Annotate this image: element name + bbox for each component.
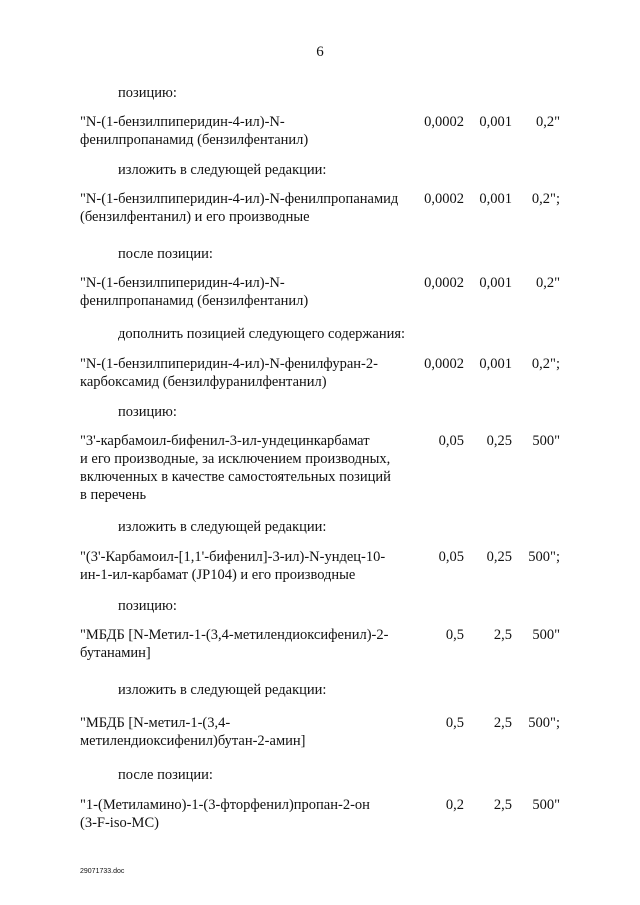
instruction-text: изложить в следующей редакции: [118, 682, 327, 698]
value-col-3: 500"; [528, 715, 560, 731]
value-col-1: 0,0002 [424, 191, 464, 207]
substance-name [80, 113, 410, 149]
value-col-1: 0,05 [438, 549, 464, 565]
substance-name-line: фенилпропанамид (бензилфентанил) [80, 132, 309, 148]
value-col-3: 0,2"; [531, 191, 560, 207]
substance-name [80, 274, 410, 310]
instruction-text: изложить в следующей редакции: [118, 162, 327, 178]
substance-name-line: бутанамин] [80, 645, 151, 661]
substance-name-line: метилендиоксифенил)бутан-2-амин] [80, 733, 306, 749]
instruction-text: позицию: [118, 404, 177, 420]
substance-name [80, 190, 415, 226]
substance-name-line: ин-1-ил-карбамат (JP104) и его производные [80, 567, 356, 583]
value-col-3: 0,2"; [531, 356, 560, 372]
instruction-text: позицию: [118, 85, 177, 101]
value-col-2: 2,5 [493, 715, 512, 731]
substance-name-line: в перечень [80, 487, 147, 503]
substance-name-line: "МБДБ [N-метил-1-(3,4- [80, 715, 231, 731]
value-col-3: 500" [532, 627, 560, 643]
value-col-1: 0,0002 [424, 114, 464, 130]
substance-name-line: "N-(1-бензилпиперидин-4-ил)-N- [80, 275, 285, 291]
value-col-3: 500"; [528, 549, 560, 565]
substance-name [80, 548, 410, 584]
value-col-1: 0,2 [445, 797, 464, 813]
substance-name [80, 432, 415, 504]
substance-name-line: карбоксамид (бензилфуранилфентанил) [80, 374, 327, 390]
instruction-text: дополнить позицией следующего содержания: [118, 326, 406, 342]
substance-name-line: "3'-карбамоил-бифенил-3-ил-ундецинкарбамат [80, 433, 370, 449]
substance-name-line: "N-(1-бензилпиперидин-4-ил)-N- [80, 114, 285, 130]
value-col-2: 0,001 [479, 356, 512, 372]
value-col-2: 0,001 [479, 191, 512, 207]
substance-name-line: "1-(Метиламино)-1-(3-фторфенил)пропан-2-он [80, 797, 370, 813]
value-col-3: 0,2" [535, 275, 560, 291]
value-col-1: 0,5 [445, 715, 464, 731]
substance-name-line: фенилпропанамид (бензилфентанил) [80, 293, 309, 309]
instruction-text: после позиции: [118, 246, 213, 262]
substance-name [80, 355, 410, 391]
instruction-text: после позиции: [118, 767, 213, 783]
substance-name-line: (3-F-iso-MC) [80, 815, 159, 831]
instruction-text: позицию: [118, 598, 177, 614]
document-footer-filename: 29071733.doc [80, 868, 125, 875]
substance-name-line: включенных в качестве самостоятельных позиций [80, 469, 391, 485]
substance-name-line: "N-(1-бензилпиперидин-4-ил)-N-фенилфуран-2- [80, 356, 378, 372]
value-col-3: 500" [532, 433, 560, 449]
substance-name [80, 796, 410, 832]
substance-name-line: "N-(1-бензилпиперидин-4-ил)-N-фенилпропанамид [80, 191, 399, 207]
value-col-2: 2,5 [493, 627, 512, 643]
substance-name [80, 626, 410, 662]
value-col-2: 2,5 [493, 797, 512, 813]
value-col-2: 0,25 [486, 549, 512, 565]
value-col-2: 0,001 [479, 275, 512, 291]
value-col-2: 0,25 [486, 433, 512, 449]
substance-name-line: "(3'-Карбамоил-[1,1'-бифенил]-3-ил)-N-ундец-10- [80, 549, 386, 565]
substance-name-line: и его производные, за исключением производных, [80, 451, 391, 467]
value-col-1: 0,0002 [424, 356, 464, 372]
value-col-1: 0,5 [445, 627, 464, 643]
value-col-3: 0,2" [535, 114, 560, 130]
value-col-1: 0,0002 [424, 275, 464, 291]
substance-name-line: (бензилфентанил) и его производные [80, 209, 310, 225]
value-col-1: 0,05 [438, 433, 464, 449]
page-number: 6 [316, 44, 324, 60]
value-col-2: 0,001 [479, 114, 512, 130]
instruction-text: изложить в следующей редакции: [118, 519, 327, 535]
value-col-3: 500" [532, 797, 560, 813]
substance-name-line: "МБДБ [N-Метил-1-(3,4-метилендиоксифенил)-2- [80, 627, 389, 643]
substance-name [80, 714, 410, 750]
